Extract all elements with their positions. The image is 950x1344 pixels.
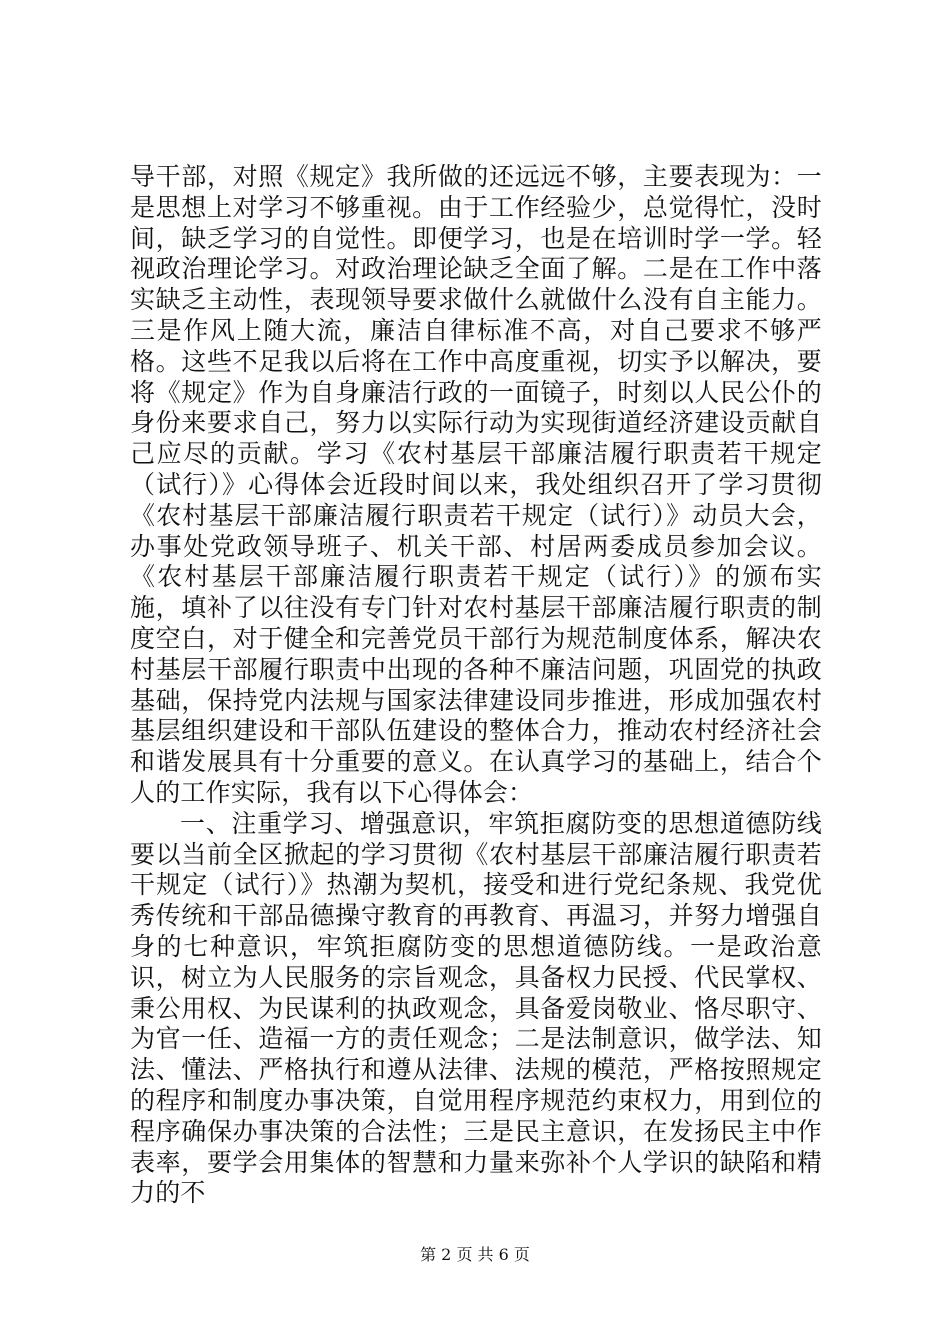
paragraph-2: 一、注重学习、增强意识，牢筑拒腐防变的思想道德防线要以当前全区掀起的学习贯彻《农村基层干部廉洁履行职责若干规定（试行）》热潮为契机，接受和进行党纪条规、我党优秀传统和干部品德操守教育的再教育、再温习，并努力增强自身的七种意识，牢筑拒腐防变的思想道德防线。一是政治意识，树立为人民服务的宗旨观念，具备权力民授、代民掌权、秉公用权、为民谋利的执政观念，具备爱岗敬业、恪尽职守、为官一任、造福一方的责任观念；二是法制意识，做学法、知法、懂法、严格执行和遵从法律、法规的模范，严格按照规定的程序和制度办事决策，自觉用程序规范约束权力，用到位的程序确保办事决策的合法性；三是民主意识，在发扬民主中作表率，要学会用集体的智慧和力量来弥补个人学识的缺陷和精力的不 <box>130 808 822 1208</box>
page-number-footer: 第 2 页 共 6 页 <box>420 1245 530 1264</box>
paragraph-1: 导干部，对照《规定》我所做的还远远不够，主要表现为：一是思想上对学习不够重视。由于工作经验少，总觉得忙，没时间，缺乏学习的自觉性。即便学习，也是在培训时学一学。轻视政治理论学习。对政治理论缺乏全面了解。二是在工作中落实缺乏主动性，表现领导要求做什么就做什么没有自主能力。三是作风上随大流，廉洁自律标准不高，对自己要求不够严格。这些不足我以后将在工作中高度重视，切实予以解决，要将《规定》作为自身廉洁行政的一面镜子，时刻以人民公仆的身份来要求自己，努力以实际行动为实现街道经济建设贡献自己应尽的贡献。学习《农村基层干部廉洁履行职责若干规定（试行）》心得体会近段时间以来，我处组织召开了学习贯彻《农村基层干部廉洁履行职责若干规定（试行）》动员大会，办事处党政领导班子、机关干部、村居两委成员参加会议。《农村基层干部廉洁履行职责若干规定（试行）》的颁布实施，填补了以往没有专门针对农村基层干部廉洁履行职责的制度空白，对于健全和完善党员干部行为规范制度体系，解决农村基层干部履行职责中出现的各种不廉洁问题，巩固党的执政基础，保持党内法规与国家法律建设同步推进，形成加强农村基层组织建设和干部队伍建设的整体合力，推动农村经济社会和谐发展具有十分重要的意义。在认真学习的基础上，结合个人的工作实际，我有以下心得体会： <box>130 162 822 807</box>
document-body <box>130 162 822 1209</box>
